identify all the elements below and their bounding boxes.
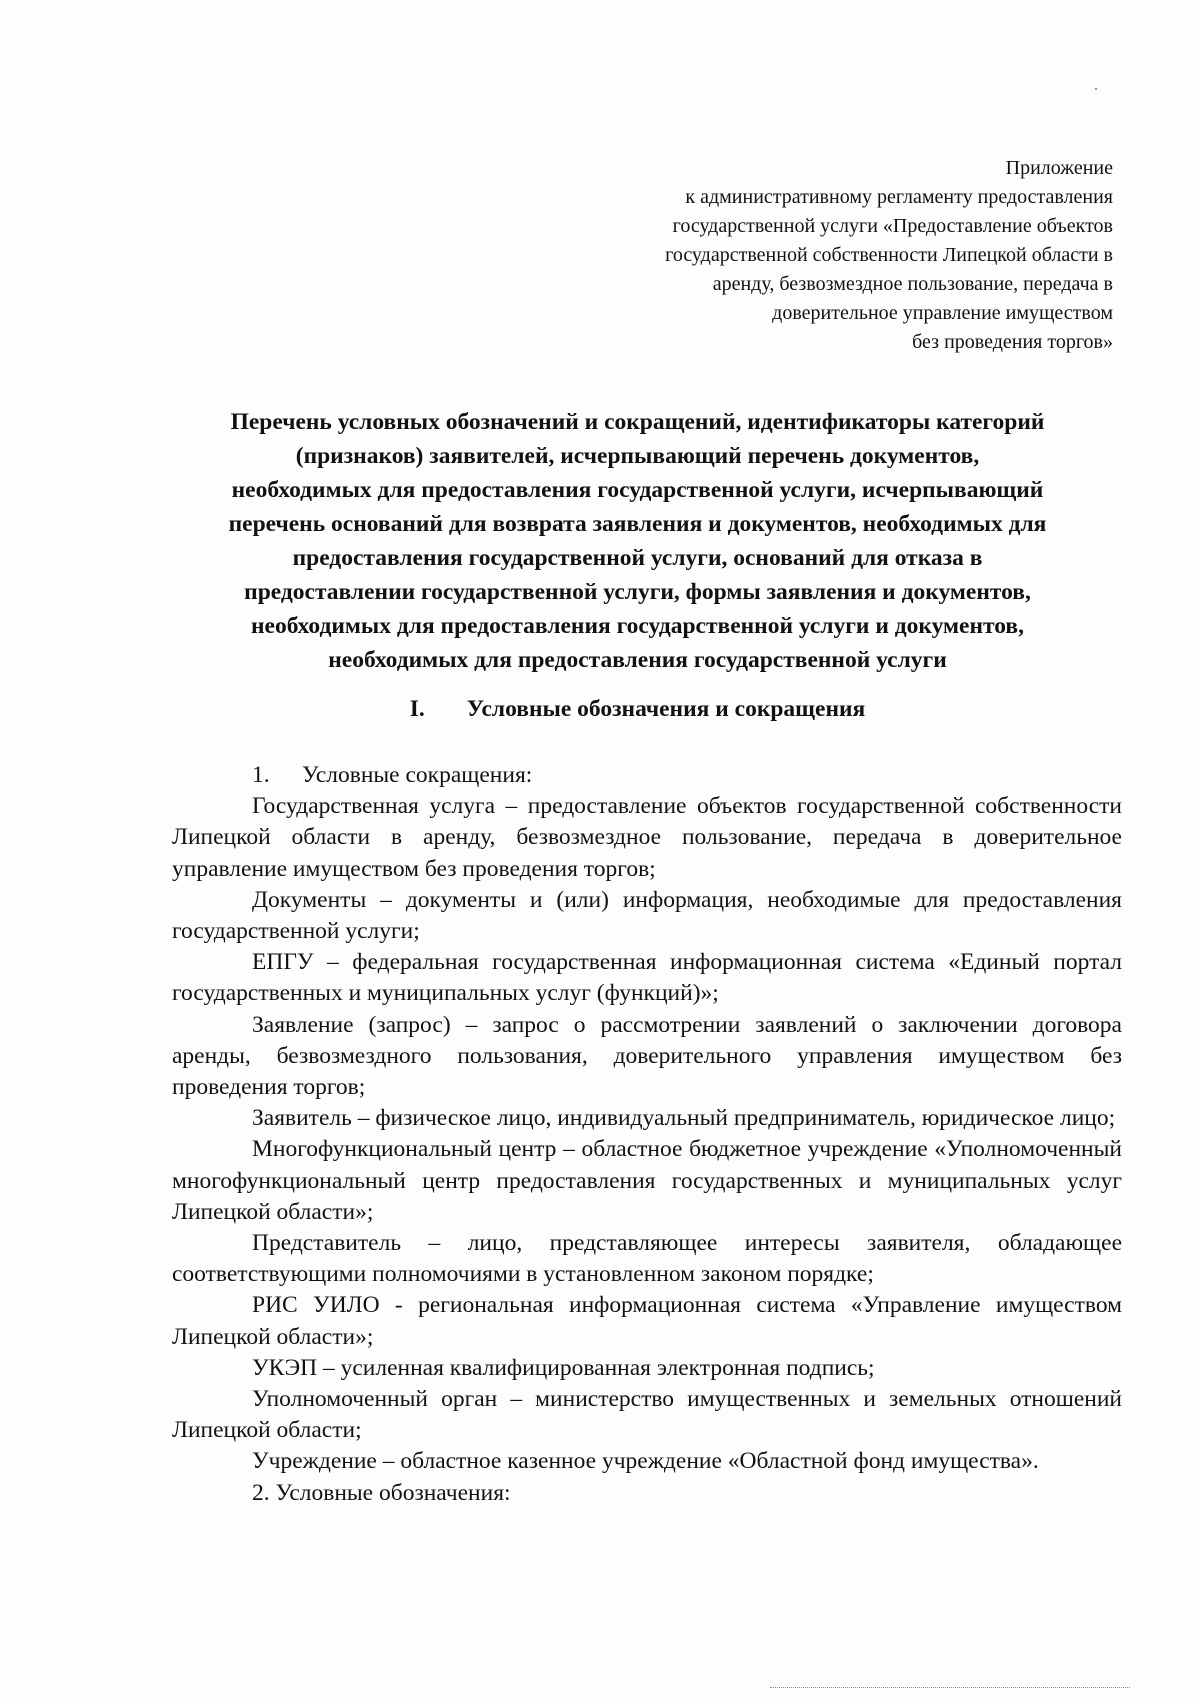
appendix-header	[553, 154, 1113, 357]
definition-paragraph: УКЭП – усиленная квалифицированная электронная подпись;	[252, 1354, 875, 1381]
title-line: предоставления государственной услуги, оснований для отказа в	[292, 545, 983, 571]
section-number: I.	[409, 696, 425, 722]
title-line: необходимых для предоставления государственной услуги	[328, 647, 947, 673]
definition-paragraph: Учреждение – областное казенное учреждение «Областной фонд имущества».	[252, 1448, 1039, 1475]
definition-paragraph: Государственная услуга – предоставление объектов государственной собственности Липецкой области в аренду, безвозмездное пользование, передача в доверительное управление имуществом без проведения торгов;	[172, 793, 1122, 882]
definition-paragraph: РИС УИЛО - региональная информационная система «Управление имуществом Липецкой области»;	[172, 1292, 1122, 1350]
definition-paragraph: Уполномоченный орган – министерство имущественных и земельных отношений Липецкой области;	[172, 1386, 1122, 1444]
scan-speck	[1095, 88, 1097, 90]
appendix-line: Приложение	[1005, 157, 1113, 179]
title-line: предоставлении государственной услуги, формы заявления и документов,	[244, 579, 1031, 605]
definition-paragraph: Документы – документы и (или) информация, необходимые для предоставления государственной услуги;	[172, 886, 1122, 945]
appendix-line: государственной услуги «Предоставление объектов	[672, 215, 1113, 237]
title-line: необходимых для предоставления государственной услуги и документов,	[250, 613, 1024, 639]
title-line: (признаков) заявителей, исчерпывающий перечень документов,	[295, 443, 980, 469]
appendix-line: к административному регламенту предоставления	[685, 186, 1113, 208]
definition-paragraph: ЕПГУ – федеральная государственная информационная система «Единый портал государственных и муниципальных услуг (функций)»;	[172, 949, 1122, 1007]
definition-paragraph: Заявитель – физическое лицо, индивидуальный предприниматель, юридическое лицо;	[252, 1105, 1116, 1132]
definition-paragraph: Представитель – лицо, представляющее интересы заявителя, обладающее соответствующими полномочиями в установленном законом порядке;	[172, 1230, 1122, 1288]
list-heading-designations: 2. Условные обозначения:	[252, 1479, 511, 1506]
document-title	[170, 405, 1105, 677]
title-line: перечень оснований для возврата заявления и документов, необходимых для	[228, 511, 1047, 537]
appendix-line: аренду, безвозмездное пользование, передача в	[712, 273, 1113, 295]
scan-edge-line	[770, 1687, 1130, 1689]
definition-paragraph: Заявление (запрос) – запрос о рассмотрении заявлений о заключении договора аренды, безвозмездного пользования, доверительного управления имуществом без проведения торгов;	[172, 1011, 1122, 1101]
section-heading	[170, 692, 1105, 726]
list-heading-abbreviations	[172, 760, 1122, 791]
list-number: 1.	[252, 762, 270, 788]
appendix-line: без проведения торгов»	[912, 331, 1113, 353]
title-line: необходимых для предоставления государственной услуги, исчерпывающий	[231, 477, 1044, 503]
title-line: Перечень условных обозначений и сокращений, идентификаторы категорий	[230, 409, 1045, 435]
list-title: Условные сокращения:	[302, 762, 533, 788]
appendix-line: государственной собственности Липецкой области в	[665, 244, 1113, 266]
section-title: Условные обозначения и сокращения	[466, 696, 866, 722]
appendix-line: доверительное управление имуществом	[772, 302, 1113, 324]
definition-paragraph: Многофункциональный центр – областное бюджетное учреждение «Уполномоченный многофункциональный центр предоставления государственных и муниципальных услуг Липецкой области»;	[172, 1136, 1122, 1225]
document-body	[172, 760, 1122, 1509]
